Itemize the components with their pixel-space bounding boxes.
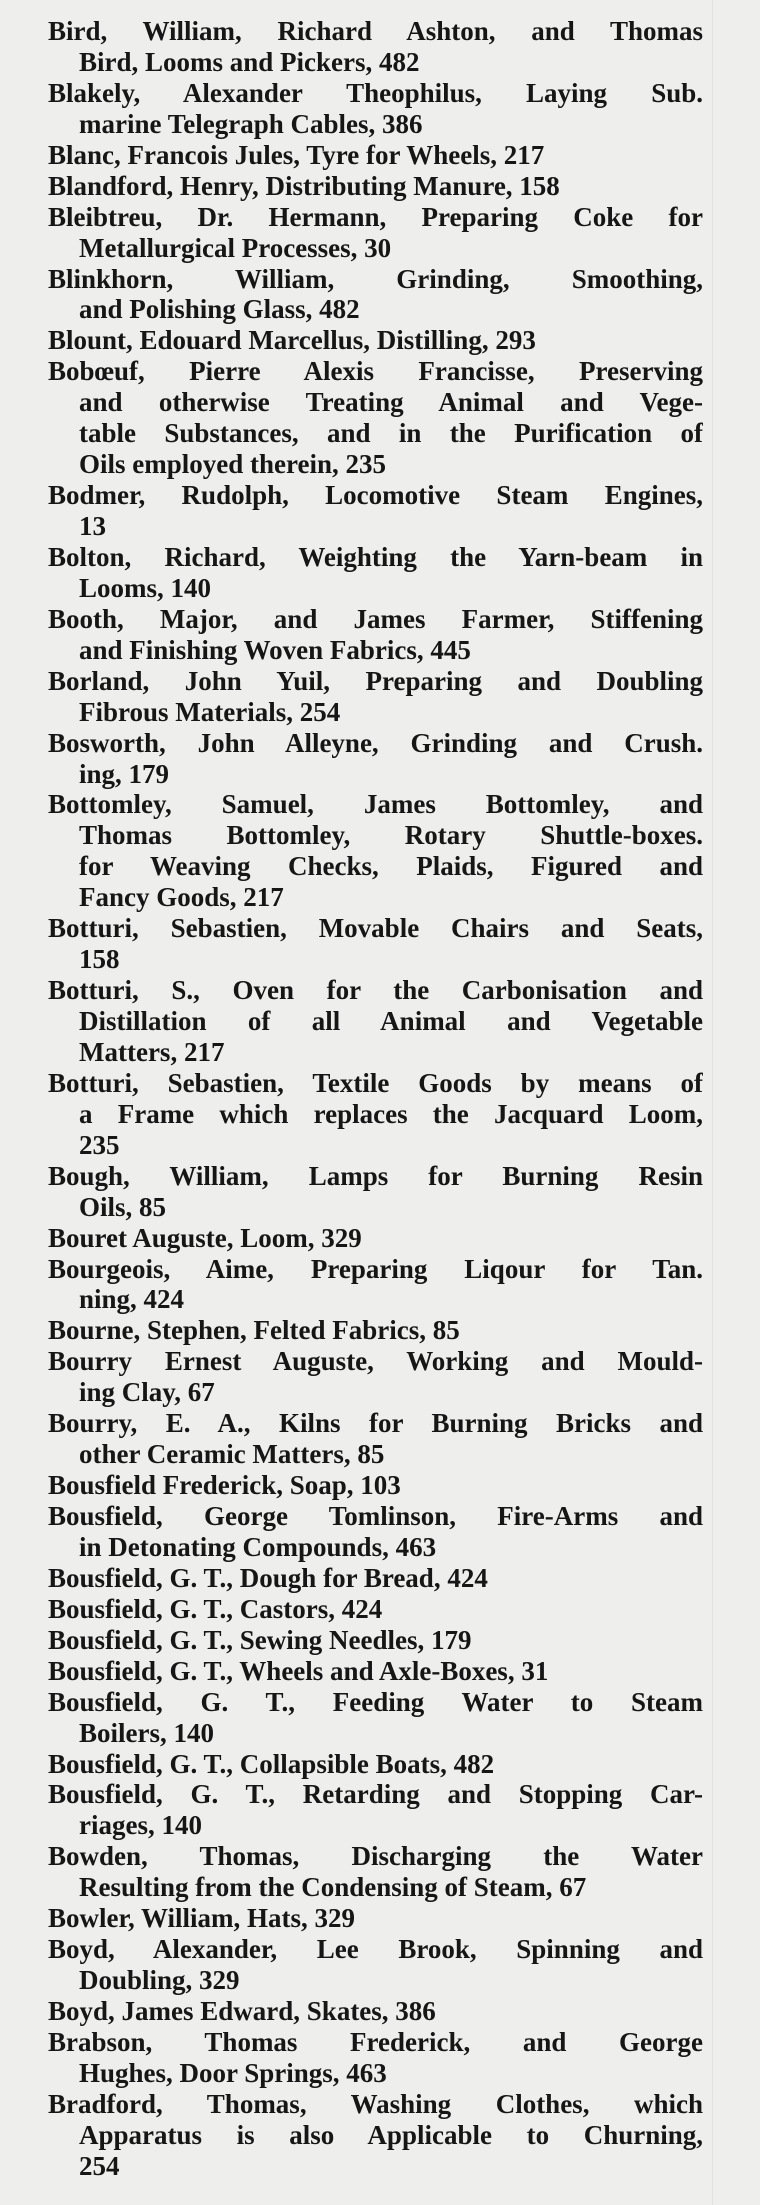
index-entry bbox=[48, 1779, 703, 1841]
index-entry bbox=[48, 1161, 703, 1223]
entry-heading-line: Bousfield, G. T., Retarding and Stopping Car- bbox=[48, 1779, 703, 1810]
entry-heading-line: Bourgeois, Aime, Preparing Liqour for Tan. bbox=[48, 1253, 703, 1284]
index-entry bbox=[48, 728, 703, 790]
entry-heading-line: Bousfield, G. T., Wheels and Axle-Boxes, 31 bbox=[48, 1655, 549, 1686]
entry-heading-line: Bleibtreu, Dr. Hermann, Preparing Coke for bbox=[48, 201, 703, 232]
entry-continuation-line: riages, 140 bbox=[79, 1810, 202, 1841]
entry-continuation-line: Bird, Looms and Pickers, 482 bbox=[79, 46, 420, 77]
index-entry bbox=[48, 1996, 703, 2027]
index-entry bbox=[48, 325, 703, 356]
entry-heading-line: Botturi, Sebastien, Movable Chairs and Seats, bbox=[48, 913, 703, 944]
index-entry bbox=[48, 78, 703, 140]
entry-heading-line: Bradford, Thomas, Washing Clothes, which bbox=[48, 2088, 703, 2119]
entry-continuation-line: Apparatus is also Applicable to Churning, bbox=[79, 2119, 703, 2150]
entry-continuation-line: Fibrous Materials, 254 bbox=[79, 696, 341, 727]
index-entry bbox=[48, 1656, 703, 1687]
entry-continuation-line: 158 bbox=[79, 944, 120, 975]
entry-heading-line: Bodmer, Rudolph, Locomotive Steam Engines, bbox=[48, 480, 703, 511]
entry-continuation-line: in Detonating Compounds, 463 bbox=[79, 1531, 437, 1562]
entry-heading-line: Bousfield, G. T., Feeding Water to Steam bbox=[48, 1686, 703, 1717]
entry-heading-line: Brabson, Thomas Frederick, and George bbox=[48, 2026, 703, 2057]
entry-continuation-line: ning, 424 bbox=[79, 1284, 185, 1315]
entry-heading-line: Bouret Auguste, Loom, 329 bbox=[48, 1222, 362, 1253]
entry-continuation-line: Resulting from the Condensing of Steam, 67 bbox=[79, 1872, 587, 1903]
entry-continuation-line: Matters, 217 bbox=[79, 1036, 225, 1067]
index-entry bbox=[48, 202, 703, 264]
index-entry bbox=[48, 16, 703, 78]
index-entry bbox=[48, 604, 703, 666]
index-entry bbox=[48, 1315, 703, 1346]
index-entry bbox=[48, 1903, 703, 1934]
index-entry bbox=[48, 1749, 703, 1780]
entry-heading-line: Blinkhorn, William, Grinding, Smoothing, bbox=[48, 263, 703, 294]
entry-continuation-line: and Finishing Woven Fabrics, 445 bbox=[79, 634, 471, 665]
entry-continuation-line: Boilers, 140 bbox=[79, 1717, 214, 1748]
entry-heading-line: Bosworth, John Alleyne, Grinding and Crush. bbox=[48, 727, 703, 758]
index-entry bbox=[48, 1563, 703, 1594]
index-entry bbox=[48, 1934, 703, 1996]
entry-heading-line: Bough, William, Lamps for Burning Resin bbox=[48, 1160, 703, 1191]
entry-continuation-line: a Frame which replaces the Jacquard Loom, bbox=[79, 1098, 703, 1129]
entry-heading-line: Blakely, Alexander Theophilus, Laying Sub. bbox=[48, 77, 703, 108]
entry-continuation-line: Oils employed therein, 235 bbox=[79, 449, 386, 480]
index-entry bbox=[48, 1625, 703, 1656]
entry-heading-line: Bousfield, G. T., Castors, 424 bbox=[48, 1593, 383, 1624]
entry-continuation-line: 254 bbox=[79, 2150, 120, 2181]
entry-continuation-line: and Polishing Glass, 482 bbox=[79, 294, 360, 325]
entry-continuation-line: for Weaving Checks, Plaids, Figured and bbox=[79, 851, 703, 882]
entry-continuation-line: Fancy Goods, 217 bbox=[79, 882, 284, 913]
entry-heading-line: Boyd, Alexander, Lee Brook, Spinning and bbox=[48, 1934, 703, 1965]
entry-heading-line: Bousfield Frederick, Soap, 103 bbox=[48, 1470, 401, 1501]
index-entry bbox=[48, 1408, 703, 1470]
entry-heading-line: Bousfield, George Tomlinson, Fire-Arms and bbox=[48, 1501, 703, 1531]
index-entry bbox=[48, 171, 703, 202]
index-entry bbox=[48, 480, 703, 542]
index-entry bbox=[48, 1346, 703, 1408]
entry-heading-line: Botturi, S., Oven for the Carbonisation and bbox=[48, 975, 703, 1006]
index-entry bbox=[48, 1687, 703, 1749]
index-entry bbox=[48, 1068, 703, 1161]
entry-continuation-line: Oils, 85 bbox=[79, 1191, 167, 1222]
entry-heading-line: Bourne, Stephen, Felted Fabrics, 85 bbox=[48, 1315, 460, 1346]
entry-heading-line: Bowler, William, Hats, 329 bbox=[48, 1903, 356, 1934]
patent-index-list bbox=[48, 16, 703, 2182]
index-entry bbox=[48, 356, 703, 480]
index-entry bbox=[48, 913, 703, 975]
page-edge-rule bbox=[712, 0, 713, 2205]
entry-heading-line: Blount, Edouard Marcellus, Distilling, 293 bbox=[48, 325, 536, 356]
index-entry bbox=[48, 789, 703, 913]
index-entry bbox=[48, 1223, 703, 1254]
entry-continuation-line: Distillation of all Animal and Vegetable bbox=[79, 1006, 703, 1036]
entry-heading-line: Bousfield, G. T., Collapsible Boats, 482 bbox=[48, 1748, 495, 1779]
index-entry bbox=[48, 542, 703, 604]
index-entry bbox=[48, 1594, 703, 1625]
entry-continuation-line: Thomas Bottomley, Rotary Shuttle-boxes. bbox=[79, 820, 703, 851]
entry-continuation-line: Looms, 140 bbox=[79, 572, 212, 603]
entry-heading-line: Botturi, Sebastien, Textile Goods by means of bbox=[48, 1067, 703, 1098]
entry-heading-line: Bourry, E. A., Kilns for Burning Bricks and bbox=[48, 1408, 703, 1439]
entry-continuation-line: Doubling, 329 bbox=[79, 1965, 240, 1996]
entry-heading-line: Boyd, James Edward, Skates, 386 bbox=[48, 1996, 436, 2026]
entry-heading-line: Bowden, Thomas, Discharging the Water bbox=[48, 1841, 703, 1872]
entry-continuation-line: 235 bbox=[79, 1129, 120, 1160]
entry-heading-line: Blanc, Francois Jules, Tyre for Wheels, 217 bbox=[48, 139, 545, 170]
entry-continuation-line: and otherwise Treating Animal and Vege- bbox=[79, 387, 703, 418]
index-entry bbox=[48, 1841, 703, 1903]
index-entry bbox=[48, 1254, 703, 1316]
entry-continuation-line: table Substances, and in the Purification of bbox=[79, 418, 703, 449]
entry-heading-line: Bird, William, Richard Ashton, and Thomas bbox=[48, 16, 703, 46]
entry-continuation-line: 13 bbox=[79, 511, 106, 541]
index-entry bbox=[48, 2089, 703, 2182]
index-entry bbox=[48, 264, 703, 326]
entry-continuation-line: ing Clay, 67 bbox=[79, 1377, 215, 1408]
index-entry bbox=[48, 975, 703, 1068]
entry-heading-line: Bourry Ernest Auguste, Working and Mould- bbox=[48, 1346, 703, 1377]
entry-continuation-line: ing, 179 bbox=[79, 758, 170, 789]
index-entry bbox=[48, 1470, 703, 1501]
entry-heading-line: Blandford, Henry, Distributing Manure, 158 bbox=[48, 170, 560, 201]
entry-heading-line: Bobœuf, Pierre Alexis Francisse, Preserving bbox=[48, 356, 703, 387]
entry-heading-line: Borland, John Yuil, Preparing and Doubling bbox=[48, 665, 703, 696]
entry-continuation-line: marine Telegraph Cables, 386 bbox=[79, 108, 423, 139]
entry-heading-line: Bousfield, G. T., Sewing Needles, 179 bbox=[48, 1624, 472, 1655]
entry-heading-line: Booth, Major, and James Farmer, Stiffening bbox=[48, 603, 703, 634]
entry-continuation-line: Metallurgical Processes, 30 bbox=[79, 232, 392, 263]
entry-heading-line: Bottomley, Samuel, James Bottomley, and bbox=[48, 789, 703, 820]
index-entry bbox=[48, 2027, 703, 2089]
index-entry bbox=[48, 666, 703, 728]
entry-continuation-line: other Ceramic Matters, 85 bbox=[79, 1439, 385, 1470]
entry-heading-line: Bousfield, G. T., Dough for Bread, 424 bbox=[48, 1562, 488, 1593]
entry-continuation-line: Hughes, Door Springs, 463 bbox=[79, 2057, 387, 2088]
entry-heading-line: Bolton, Richard, Weighting the Yarn-beam in bbox=[48, 541, 703, 572]
index-entry bbox=[48, 1501, 703, 1563]
index-entry bbox=[48, 140, 703, 171]
